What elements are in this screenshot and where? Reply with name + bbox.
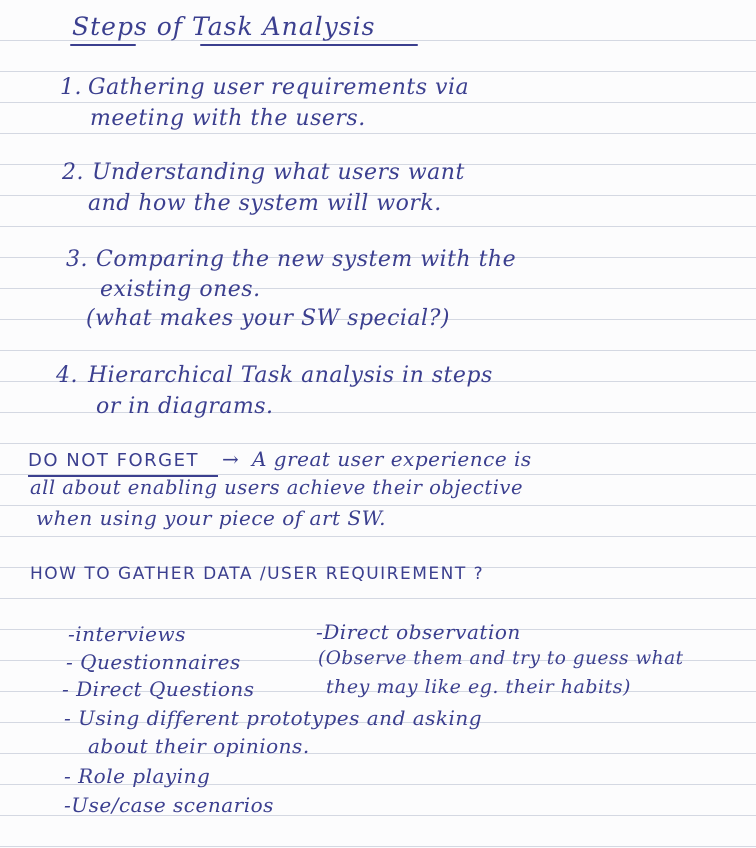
method-direct-questions: - Direct Questions	[62, 677, 255, 701]
method-questionnaires: - Questionnaires	[66, 650, 241, 674]
method-interviews: -interviews	[68, 622, 186, 646]
step-2-line-2: and how the system will work.	[88, 191, 442, 216]
title-underline	[200, 44, 418, 46]
step-3-line-3: (what makes your SW special?)	[86, 306, 450, 331]
step-1-number: 1.	[60, 75, 82, 100]
title-underline	[70, 44, 136, 46]
reminder-line-2: all about enabling users achieve their objective	[30, 476, 523, 499]
method-observation-note-1: (Observe them and try to guess what	[318, 648, 684, 669]
method-direct-observation: -Direct observation	[316, 620, 521, 644]
page-title: Steps of Task Analysis	[72, 12, 376, 41]
method-prototypes-cont: about their opinions.	[88, 734, 310, 758]
step-4-line-1: Hierarchical Task analysis in steps	[88, 363, 493, 388]
method-observation-note-2: they may like eg. their habits)	[326, 676, 631, 698]
step-2-number: 2.	[62, 160, 84, 185]
step-4-number: 4.	[56, 363, 78, 388]
step-3-line-2: existing ones.	[100, 277, 261, 302]
step-4-line-2: or in diagrams.	[96, 394, 274, 419]
step-2-line-1: Understanding what users want	[92, 160, 465, 185]
reminder-line-1: A great user experience is	[252, 447, 532, 471]
step-3-line-1: Comparing the new system with the	[96, 247, 517, 272]
reminder-lead: DO NOT FORGET	[28, 450, 199, 471]
reminder-line-3: when using your piece of art SW.	[36, 506, 387, 530]
step-1-line-1: Gathering user requirements via	[88, 75, 470, 100]
method-use-case-scenarios: -Use/case scenarios	[64, 793, 274, 817]
step-1-line-2: meeting with the users.	[90, 106, 366, 131]
method-role-playing: - Role playing	[64, 764, 211, 788]
step-3-number: 3.	[66, 247, 88, 272]
method-prototypes: - Using different prototypes and asking	[64, 706, 483, 730]
reminder-arrow: →	[222, 447, 240, 471]
gather-heading: HOW TO GATHER DATA /USER REQUIREMENT ?	[30, 564, 485, 584]
